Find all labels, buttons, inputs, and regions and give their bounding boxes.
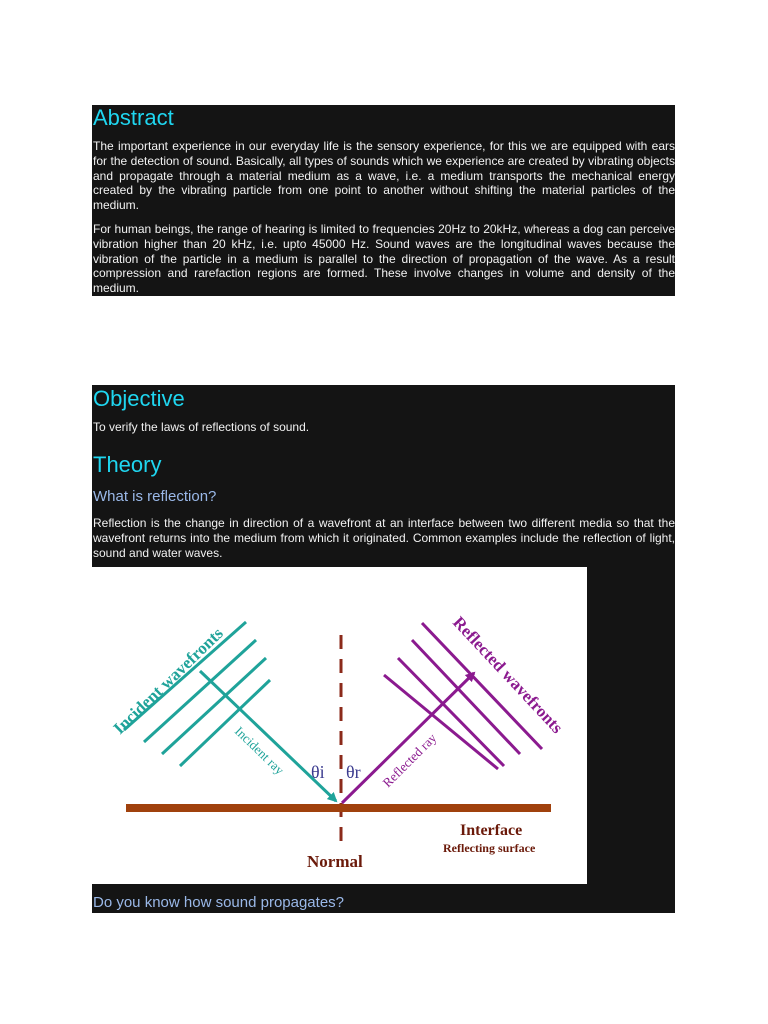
abstract-section xyxy=(92,105,675,296)
reflected-ray xyxy=(342,673,474,803)
theta-r-label: θr xyxy=(346,762,361,782)
interface-label: Interface xyxy=(460,822,523,839)
incident-ray-label: Incident ray xyxy=(231,723,288,778)
reflection-subheading: What is reflection? xyxy=(93,488,217,505)
objective-heading: Objective xyxy=(93,386,185,411)
reflected-wavefronts-label: Reflected wavefronts xyxy=(449,612,567,738)
reflecting-surface xyxy=(126,804,551,812)
reflection-diagram xyxy=(92,567,587,884)
abstract-heading: Abstract xyxy=(93,105,174,130)
normal-label: Normal xyxy=(307,852,363,871)
theta-i-label: θi xyxy=(311,762,325,782)
reflected-ray-label: Reflected ray xyxy=(379,730,440,791)
objective-text: To verify the laws of reflections of sound. xyxy=(93,420,310,434)
reflection-paragraph: Reflection is the change in direction of a wavefront at an interface between two different media so that the wavefront returns into the medium from which it originated. Common examples include the reflection of light, sound and water waves. xyxy=(93,516,675,560)
reflecting-surface-label: Reflecting surface xyxy=(443,841,536,855)
objective-theory-section xyxy=(92,385,675,913)
sound-propagation-link[interactable]: Do you know how sound propagates? xyxy=(93,894,345,911)
abstract-paragraph-2: For human beings, the range of hearing is limited to frequencies 20Hz to 20kHz, whereas a dog can perceive vibration higher than 20 kHz, i.e. upto 45000 Hz. Sound waves are the longitudinal waves because the vibration of the particle in a medium is parallel to the direction of propagation of the wave. As a result compression and rarefaction regions are formed. These involve changes in volume and density of the medium. xyxy=(93,222,675,296)
theory-heading: Theory xyxy=(93,452,162,477)
abstract-paragraph-1: The important experience in our everyday life is the sensory experience, for this we are equipped with ears for the detection of sound. Basically, all types of sounds which we experience are created by vibrating objects and propagate through a material medium as a wave, i.e. a medium transports the mechanical energy created by the vibrating particle from one point to another without shifting the material particles of the medium. xyxy=(93,139,675,213)
incident-wavefronts-label: Incident wavefronts xyxy=(109,623,227,738)
